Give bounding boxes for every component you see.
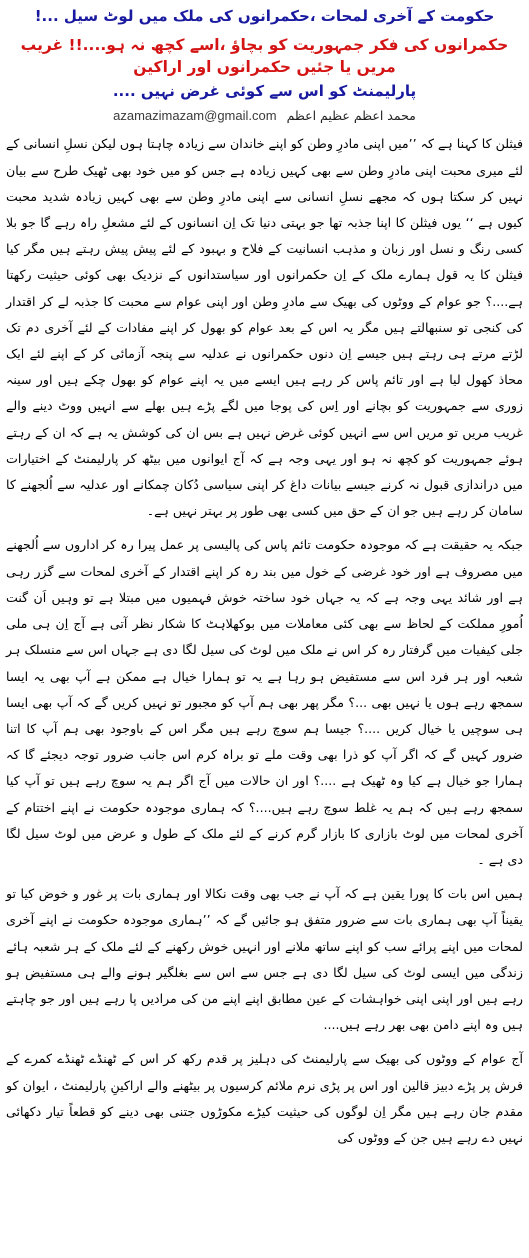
headline-line-1: حکومت کے آخری لمحات ،حکمرانوں کی ملک میں لوٹ سیل ...! (34, 7, 495, 25)
article-paragraph: فیثلن کا کہنا ہے کہ ’’میں اپنی مادرِ وطن کو اپنے خاندان سے زیادہ چاہتا ہوں لیکن نسلِ انسانی کے لئے میری محبت اپنی مادرِ وطن سے بھی کہیں زیادہ ہے جس کو میں خود بھی ٹھیک طرح سے بیان نہیں کر سکتا ہوں کہ مجھے نسلِ انسانی سے اپنی مادرِ وطن سے بھی کہیں زیادہ شدید محبت کیوں ہے ‘‘ یوں فیثلن کا اپنا جذبہ تھا جو بہتی دنیا تک اِن انسانوں کے لئے مشعلِ راہ رہے گا جو بلا کسی رنگ و نسل اور زبان و مذہب انسانیت کے فلاح و بہبود کے لئے پیش پیش رہتے ہیں مگر کیا فیثلن کا یہ قول ہمارے ملک کے اِن حکمرانوں اور سیاستدانوں کے نزدیک بھی کوئی حیثیت رکھتا ہے....؟ جو عوام کے ووٹوں کی بھیک سے مادرِ وطن اور اپنی عوام سے محبت کا جذبہ لے کر اقتدار کی کنجی تو سنبھالتے ہیں مگر یہ اس کے بعد عوام کو بھول کر اپنے مفادات کے لئے آخری دم تک لڑتے مرتے ہی رہتے ہیں جیسے اِن دنوں حکمرانوں نے عدلیہ سے پنجہ آزمائی کر کے اپنے لئے ایک محاذ کھول لیا ہے اور تائم پاس کر رہے ہیں ایسے میں یہ اپنے عوام کو بھول چکے ہیں اور سینہ زوری سے جمہوریت کو بچانے اور اِس کی پوجا میں لگے پڑے ہیں بھلے سے انہیں ووٹ دینے والے غریب مریں تو مریں اس سے انہیں کوئی غرض نہیں ہے بس ان کی کوشش یہ ہے کہ ان کے رہتے ہوئے جمہوریت کو کچھ نہ ہو اور یہی وجہ ہے کہ آج ایوانوں میں بیٹھ کر پارلیمنٹ کے اختیارات میں دراندازی قبول نہ کرنے جیسے بیانات داغ کر اپنی سیاسی دُکان چمکانے اور عدلیہ سے اُلجھنے کا سامان کر رہے ہیں جو ان کے حق میں کسی بھی طور پر بہتر نہیں ہے۔ (5, 136, 523, 519)
byline (6, 108, 523, 123)
headline-line-2: حکمرانوں کی فکر جمہوریت کو بچاؤ ،اسے کچھ نہ ہو....!! غریب مریں یا جئیں حکمرانوں اور اراکین (20, 35, 509, 77)
article-paragraph: جبکہ یہ حقیقت ہے کہ موجودہ حکومت تائم پاس کی پالیسی پر عمل پیرا رہ کر اداروں سے اُلجھنے میں مصروف ہے اور خود غرضی کے خول میں بند رہ کر اپنے اقتدار کے آخری لمحات سے گزر رہی ہے اور شائد یہی وجہ ہے کہ یہ جہاں خود ساختہ خوش فہمیوں میں مبتلا ہے تو وہیں اَن گنت اُمورِ مملکت کے لحاظ سے بھی کئی معاملات میں بوکھلاہٹ کا شکار نظر آتی ہے آج اِن ہی ملی جلی کیفیات میں گرفتار رہ کر اس نے ملک میں لوٹ کی سیل لگا دی ہے جہاں اس سے منسلک ہر شعبہ اور ہر فرد اس سے مستفیض ہو رہا ہے یہ تو ہمارا خیال ہے ممکن ہے آپ بھی یہ ایسا سمجھ رہے ہوں یا نہیں بھی ...؟ مگر پھر بھی ہم آپ کو مجبور تو نہیں کریں گے کہ آپ بھی ایسا ہی سوچیں یا خیال کریں ....؟ جیسا ہم سوچ رہے ہیں مگر اس کے باوجود بھی ہم آپ کا اتنا ضرور کہیں گے کہ اگر آپ کو ذرا بھی وقت ملے تو براہ کرم اس جانب ضرور توجہ دیجئے گا کہ ہمارا جو خیال ہے کیا وہ ٹھیک ہے ....؟ اور ان حالات میں آج اگر ہم یہ سوچ رہے ہیں تو آپ کیا سمجھ رہے ہیں کہ ہم یہ غلط سوچ رہے ہیں....؟ کہ ہماری موجودہ حکومت نے اپنے اختتام کے آخری لمحات میں لوٹ بازاری کا بازار گرم کرنے کے لئے ملک کے طول و عرض میں لوٹ سیل لگا دی ہے ۔ (6, 537, 523, 867)
headline-line-3: پارلیمنٹ کو اس سے کوئی غرض نہیں .... (112, 81, 417, 100)
author-email[interactable]: azamazimazam@gmail.com (113, 108, 277, 124)
author-name: محمد اعظم عظیم اعظم (286, 108, 416, 124)
article-paragraph: آج عوام کے ووٹوں کی بھیک سے پارلیمنٹ کی دہلیز پر قدم رکھ کر اس کے ٹھنڈے ٹھنڈے کمرے کے فرش پر پڑے دبیز قالین اور اس پر پڑی نرم ملائم کرسیوں پر بیٹھنے والے اراکینِ پارلیمنٹ ، ایوان کو مقدم جان رہے ہیں مگر اِن لوگوں کی حیثیت کیڑے مکوڑوں جتنی بھی دینے کو قطعاً تیار دکھائی نہیں دے رہے ہیں جن کے ووٹوں کی (6, 1051, 523, 1145)
article-paragraph: ہمیں اس بات کا پورا یقین ہے کہ آپ نے جب بھی وقت نکالا اور ہماری بات پر غور و خوض کیا تو یقیناً آپ بھی ہماری بات سے ضرور متفق ہو جائیں گے کہ ’’ہماری موجودہ حکومت نے اپنے آخری لمحات میں اپنے پرائے سب کو اپنے ساتھ ملانے اور انہیں خوش رکھنے کے لئے ملک کے ہر شعبہ ہائے زندگی میں ایسی لوٹ کی سیل لگا دی ہے جس سے اس سے بغلگیر ہونے والے ہی مستفیض ہو رہے ہیں اور اپنی اپنی خواہشات کے عین مطابق اپنے اپنے من کی مرادیں پا رہے ہیں اور جو چاہتے ہیں وہ اپنے دامن بھی بھر رہے ہیں.... (6, 886, 523, 1033)
